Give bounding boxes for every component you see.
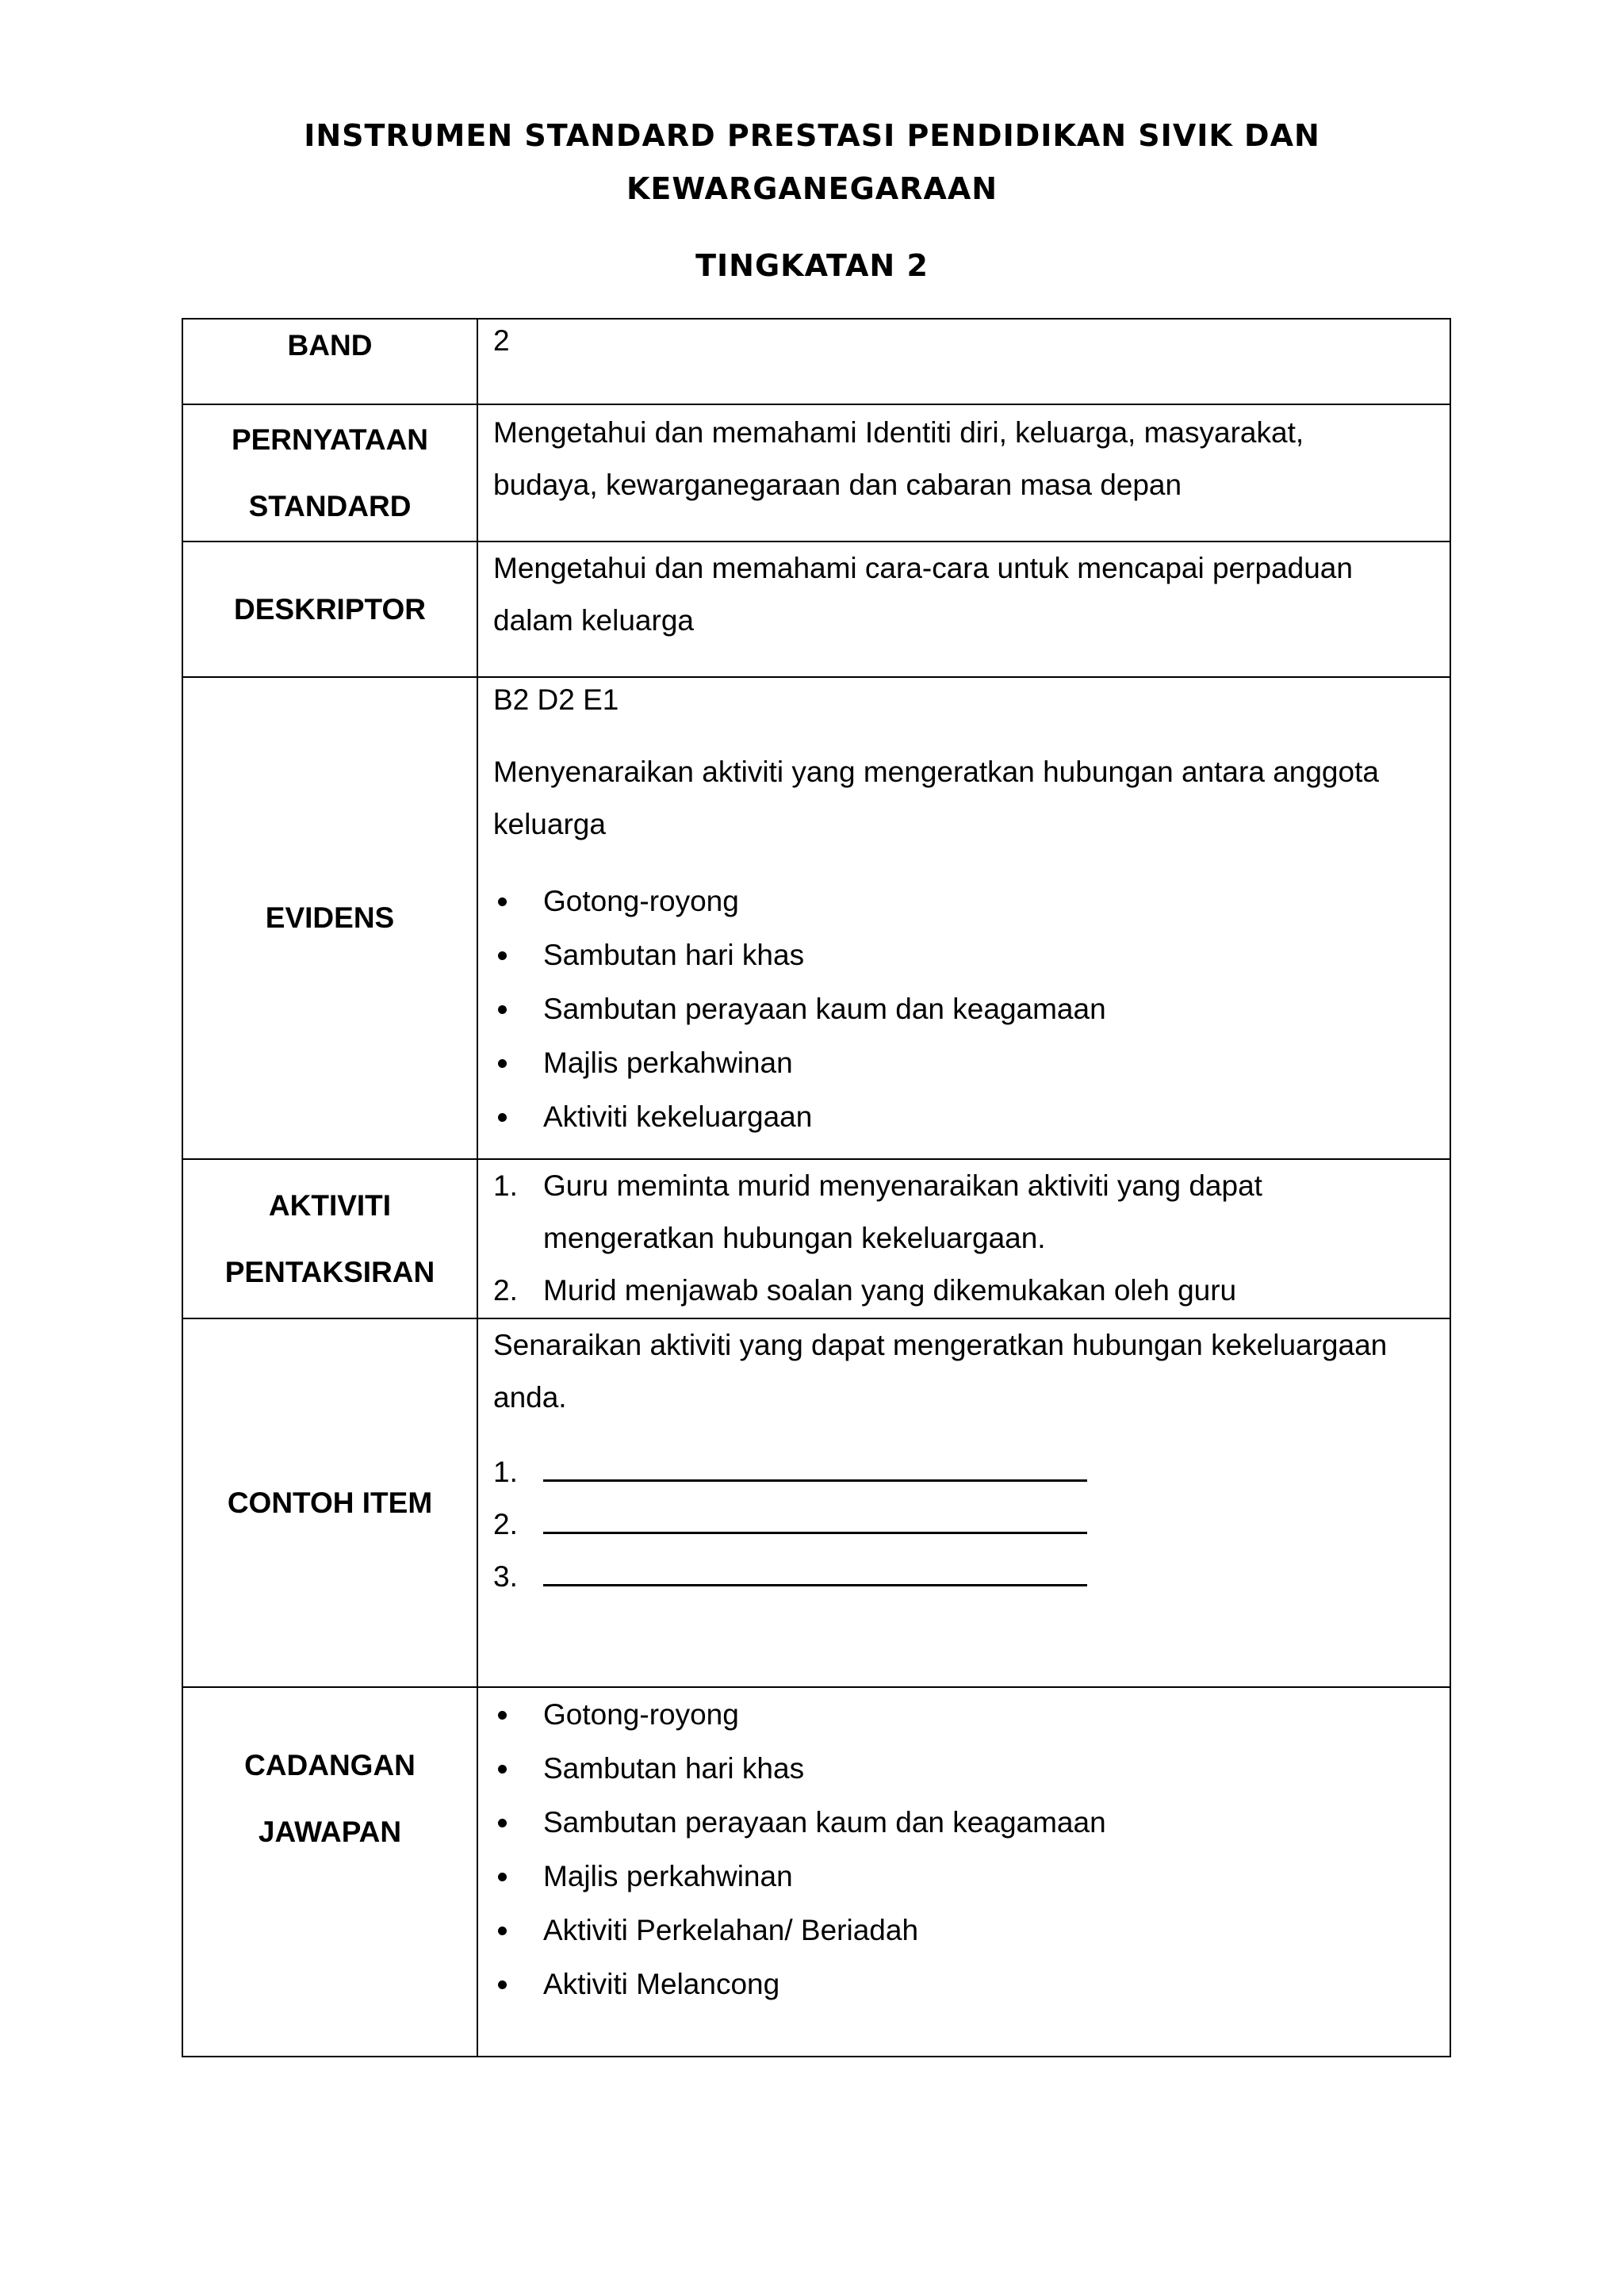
evidens-intro-line-2: keluarga: [493, 808, 606, 840]
list-item: [493, 928, 1421, 982]
deskriptor-line-2: dalam keluarga: [493, 604, 694, 637]
cadangan-jawapan-label-cell: [182, 1687, 477, 2057]
deskriptor-line-1: Mengetahui dan memahami cara-cara untuk mencapai perpaduan: [493, 552, 1353, 584]
evidens-item-text: Sambutan perayaan kaum dan keagamaan: [543, 993, 1106, 1025]
band-value: 2: [493, 324, 510, 357]
deskriptor-label: DESKRIPTOR: [234, 592, 426, 626]
table-row-aktiviti-pentaksiran: [182, 1159, 1450, 1318]
bullet-icon: [498, 1980, 507, 1989]
band-value-cell: [477, 319, 1450, 404]
document-title-line-2: KEWARGANEGARAAN: [626, 171, 998, 206]
evidens-item-text: Majlis perkahwinan: [543, 1047, 793, 1079]
deskriptor-label-cell: [182, 541, 477, 677]
answer-blank-line[interactable]: [543, 1500, 1087, 1534]
cadangan-jawapan-content-cell: [477, 1687, 1450, 2057]
cadangan-item-text: Aktiviti Melancong: [543, 1968, 780, 2000]
list-item: [493, 1551, 1421, 1603]
evidens-code: B2 D2 E1: [493, 683, 619, 716]
document-level-heading: TINGKATAN 2: [695, 248, 929, 283]
aktiviti-pentaksiran-content-cell: [477, 1159, 1450, 1318]
bullet-icon: [498, 1873, 507, 1881]
band-label-cell: [182, 319, 477, 404]
bullet-icon: [498, 1927, 507, 1935]
list-item: [493, 1957, 1421, 2011]
list-item: [493, 874, 1421, 928]
contoh-item-label: CONTOH ITEM: [227, 1486, 433, 1519]
cadangan-item-text: Sambutan perayaan kaum dan keagamaan: [543, 1806, 1106, 1839]
step-text-line-1: Guru meminta murid menyenaraikan aktiviti yang dapat: [543, 1169, 1262, 1202]
contoh-question-line-1: Senaraikan aktiviti yang dapat mengeratkan hubungan kekeluargaan: [493, 1329, 1388, 1361]
list-item: [493, 982, 1421, 1036]
bullet-icon: [498, 1711, 507, 1720]
step-text-line-2: mengeratkan hubungan kekeluargaan.: [543, 1222, 1046, 1254]
band-label: BAND: [287, 329, 373, 362]
evidens-content-cell: [477, 677, 1450, 1159]
evidens-label-cell: [182, 677, 477, 1159]
aktiviti-label-line-2: PENTAKSIRAN: [224, 1255, 435, 1288]
evidens-label: EVIDENS: [265, 901, 395, 934]
table-row-pernyataan-standard: [182, 404, 1450, 541]
standard-instrument-table: [182, 318, 1451, 2057]
contoh-item-content-cell: [477, 1318, 1450, 1687]
pernyataan-line-2: budaya, kewarganegaraan dan cabaran masa depan: [493, 469, 1182, 501]
step-number: 2.: [493, 1274, 518, 1307]
bullet-icon: [498, 951, 507, 960]
list-item: [493, 1160, 1421, 1265]
cadangan-label-line-1: CADANGAN: [244, 1749, 416, 1781]
pernyataan-standard-label-cell: [182, 404, 477, 541]
bullet-icon: [498, 1765, 507, 1774]
bullet-icon: [498, 1005, 507, 1014]
evidens-item-text: Aktiviti kekeluargaan: [543, 1100, 813, 1133]
step-number: 1.: [493, 1169, 518, 1202]
table-row-deskriptor: [182, 541, 1450, 677]
answer-blank-line[interactable]: [543, 1552, 1087, 1586]
bullet-icon: [498, 1819, 507, 1827]
list-item: [493, 1265, 1421, 1317]
list-item: [493, 1904, 1421, 1957]
contoh-question-line-2: anda.: [493, 1381, 567, 1414]
evidens-item-text: Sambutan hari khas: [543, 939, 805, 971]
bullet-icon: [498, 1059, 507, 1068]
list-item: [493, 1446, 1421, 1498]
blank-number: 3.: [493, 1560, 518, 1593]
evidens-activity-list: [493, 874, 1421, 1144]
answer-blank-line[interactable]: [543, 1448, 1087, 1482]
list-item: [493, 1090, 1421, 1144]
list-item: [493, 1498, 1421, 1551]
cadangan-item-text: Gotong-royong: [543, 1698, 739, 1731]
cadangan-answer-list: [493, 1688, 1421, 2011]
pernyataan-label-line-2: STANDARD: [248, 489, 412, 522]
cadangan-item-text: Sambutan hari khas: [543, 1752, 805, 1785]
list-item: [493, 1796, 1421, 1850]
blank-number: 1.: [493, 1456, 518, 1488]
list-item: [493, 1850, 1421, 1904]
evidens-item-text: Gotong-royong: [543, 885, 739, 917]
answer-blank-list: [493, 1446, 1421, 1603]
aktiviti-pentaksiran-label-cell: [182, 1159, 477, 1318]
table-row-contoh-item: [182, 1318, 1450, 1687]
document-title-line-1: INSTRUMEN STANDARD PRESTASI PENDIDIKAN SIVIK DAN: [304, 118, 1320, 153]
deskriptor-content-cell: [477, 541, 1450, 677]
contoh-item-label-cell: [182, 1318, 477, 1687]
pernyataan-standard-content-cell: [477, 404, 1450, 541]
cadangan-label-line-2: JAWAPAN: [258, 1816, 402, 1848]
evidens-intro-line-1: Menyenaraikan aktiviti yang mengeratkan hubungan antara anggota: [493, 756, 1379, 788]
bullet-icon: [498, 1113, 507, 1122]
list-item: [493, 1036, 1421, 1090]
table-row-cadangan-jawapan: [182, 1687, 1450, 2057]
table-row-evidens: [182, 677, 1450, 1159]
list-item: [493, 1742, 1421, 1796]
list-item: [493, 1688, 1421, 1742]
table-row-band: [182, 319, 1450, 404]
cadangan-item-text: Aktiviti Perkelahan/ Beriadah: [543, 1914, 919, 1946]
aktiviti-steps-list: [493, 1160, 1421, 1317]
blank-number: 2.: [493, 1508, 518, 1540]
pernyataan-label-line-1: PERNYATAAN: [231, 423, 429, 456]
cadangan-item-text: Majlis perkahwinan: [543, 1860, 793, 1892]
pernyataan-line-1: Mengetahui dan memahami Identiti diri, keluarga, masyarakat,: [493, 416, 1304, 449]
aktiviti-label-line-1: AKTIVITI: [268, 1188, 392, 1222]
bullet-icon: [498, 897, 507, 906]
step-text-line-1: Murid menjawab soalan yang dikemukakan oleh guru: [543, 1274, 1237, 1307]
